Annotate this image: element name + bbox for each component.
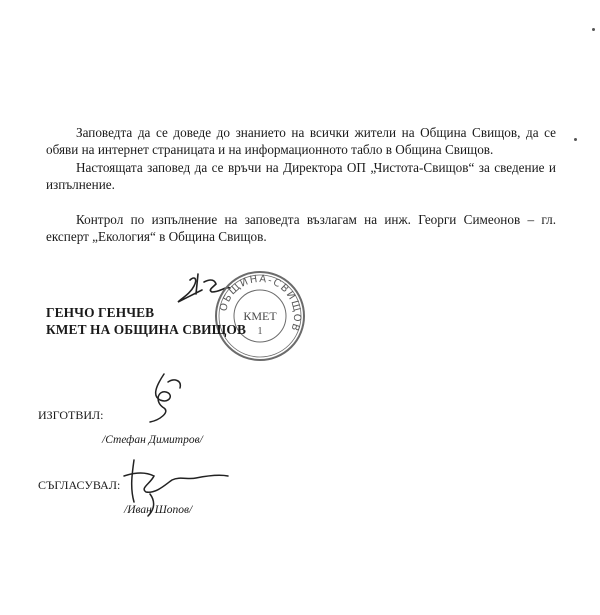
municipal-stamp (212, 268, 308, 364)
agreed-by-label: СЪГЛАСУВАЛ: (38, 478, 121, 492)
signatory-name: ГЕНЧО ГЕНЧЕВ (46, 305, 155, 320)
prepared-by-label: ИЗГОТВИЛ: (38, 408, 104, 422)
preparer-signature (130, 368, 200, 438)
stamp-center-text: КМЕТ (243, 309, 277, 323)
paragraph-delivery-text: Настоящата заповед да се връчи на Директора ОП „Чистота-Свищов“ за сведение и изпълнение. (46, 160, 556, 192)
paragraph-delivery (46, 159, 556, 193)
scan-speck (592, 28, 595, 31)
stamp-number: 1 (257, 326, 263, 337)
paragraph-control-text: Контрол по изпълнение на заповедта възлагам на инж. Георги Симеонов – гл. експерт „Екология“ в Община Свищов. (46, 212, 556, 244)
prepared-by-person: /Стефан Димитров/ (102, 434, 203, 446)
paragraph-announcement-text: Заповедта да се доведе до знанието на всички жители на Община Свищов, да се обяви на интернет страницата и на информационното табло в Община Свищов. (46, 125, 556, 157)
agreed-by-person: /Иван Шопов/ (124, 504, 193, 516)
paragraph-control (46, 211, 556, 245)
paragraph-announcement (46, 124, 556, 158)
signatory-title: КМЕТ НА ОБЩИНА СВИЩОВ (46, 322, 246, 337)
scan-speck (574, 138, 577, 141)
stamp-ring-text: ОБЩИНА-СВИЩОВ (218, 273, 303, 334)
